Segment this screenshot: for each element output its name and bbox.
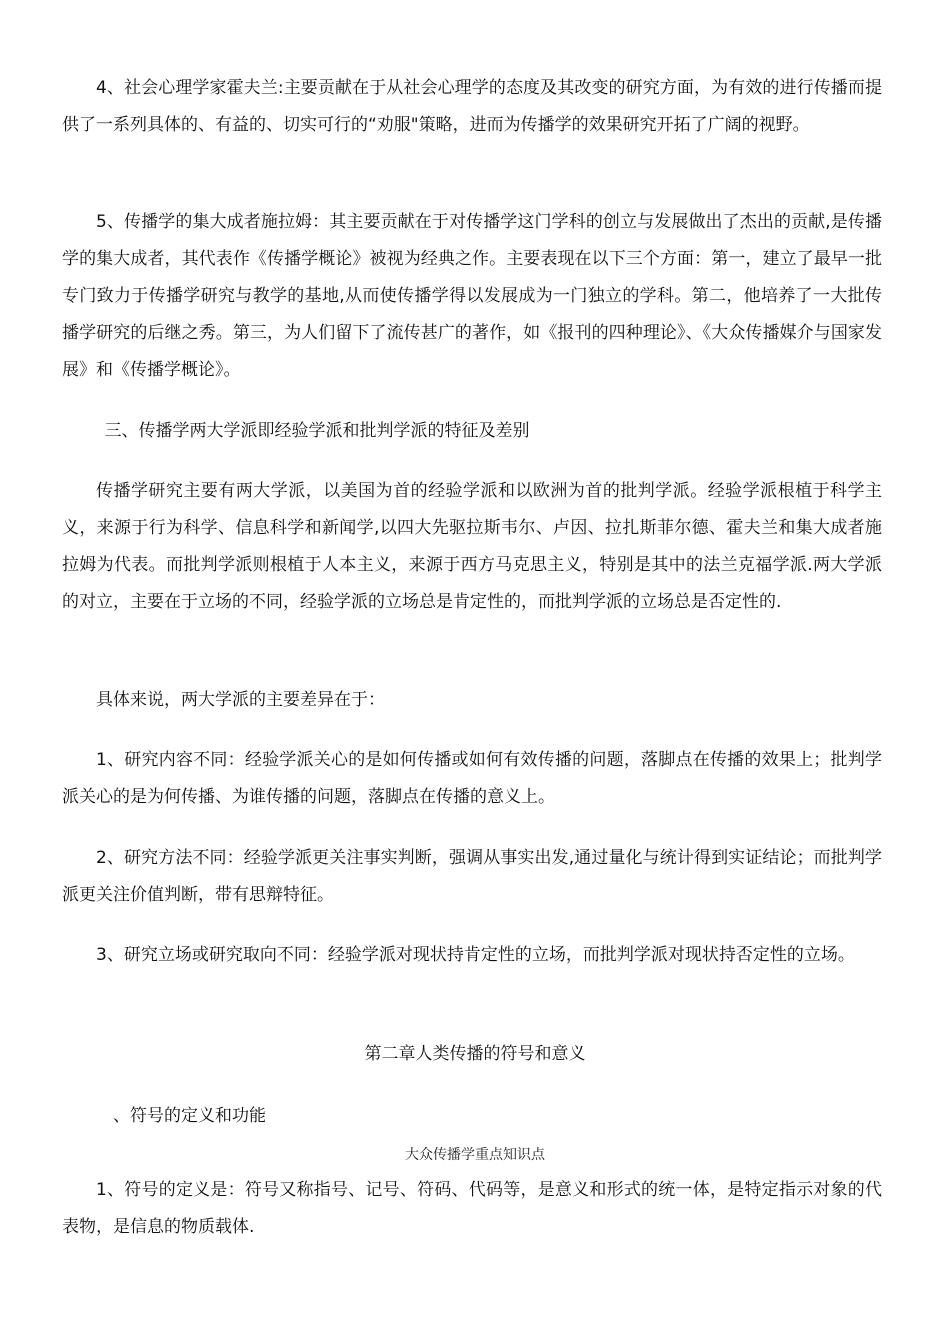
chapter-title: 第二章人类传播的符号和意义 [364,1044,586,1064]
section-heading-two-schools: 三、传播学两大学派即经验学派和批判学派的特征及差别 [104,421,530,441]
paragraph-schramm: 5、传播学的集大成者施拉姆：其主要贡献在于对传播学这门学科的创立与发展做出了杰出的贡献,是传播学的集大成者，其代表作《传播学概论》被视为经典之作。主要表现在以下三个方面：第一，建立了最早一批专门致力于传播学研究与教学的基地,从而使传播学得以发展成为一门独立的学科。第二，他培养了一大批传播学研究的后继之秀。第三，为人们留下了流传甚广的著作，如《报刊的四种理论》、《大众传播媒介与国家发展》和《传播学概论》。 [62,212,882,380]
paragraph-hovland: 4、社会心理学家霍夫兰:主要贡献在于从社会心理学的态度及其改变的研究方面，为有效的进行传播而提供了一系列具体的、有益的、切实可行的“劝服"策略，进而为传播学的效果研究开拓了广阔的视野。 [62,78,882,135]
paragraph-difference-method: 2、研究方法不同：经验学派更关注事实判断，强调从事实出发,通过量化与统计得到实证结论；而批判学派更关注价值判断，带有思辩特征。 [62,848,882,905]
running-header: 大众传播学重点知识点 [405,1147,545,1163]
paragraph-differences-intro: 具体来说，两大学派的主要差异在于： [96,690,385,710]
paragraph-two-schools-overview: 传播学研究主要有两大学派，以美国为首的经验学派和以欧洲为首的批判学派。经验学派根植于科学主义，来源于行为科学、信息科学和新闻学,以四大先驱拉斯韦尔、卢因、拉扎斯菲尔德、霍夫兰和集大成者施拉姆为代表。而批判学派则根植于人本主义，来源于西方马克思主义，特别是其中的法兰克福学派.两大学派的对立，主要在于立场的不同，经验学派的立场总是肯定性的，而批判学派的立场总是否定性的. [62,481,882,612]
sub-heading-symbol-definition: 、符号的定义和功能 [113,1106,266,1126]
paragraph-difference-stance: 3、研究立场或研究取向不同：经验学派对现状持肯定性的立场，而批判学派对现状持否定性的立场。 [96,945,855,965]
paragraph-difference-content: 1、研究内容不同：经验学派关心的是如何传播或如何有效传播的问题，落脚点在传播的效果上；批判学派关心的是为何传播、为谁传播的问题，落脚点在传播的意义上。 [62,750,882,807]
paragraph-symbol-definition: 1、符号的定义是：符号又称指号、记号、符码、代码等，是意义和形式的统一体，是特定指示对象的代表物，是信息的物质载体. [62,1180,882,1237]
